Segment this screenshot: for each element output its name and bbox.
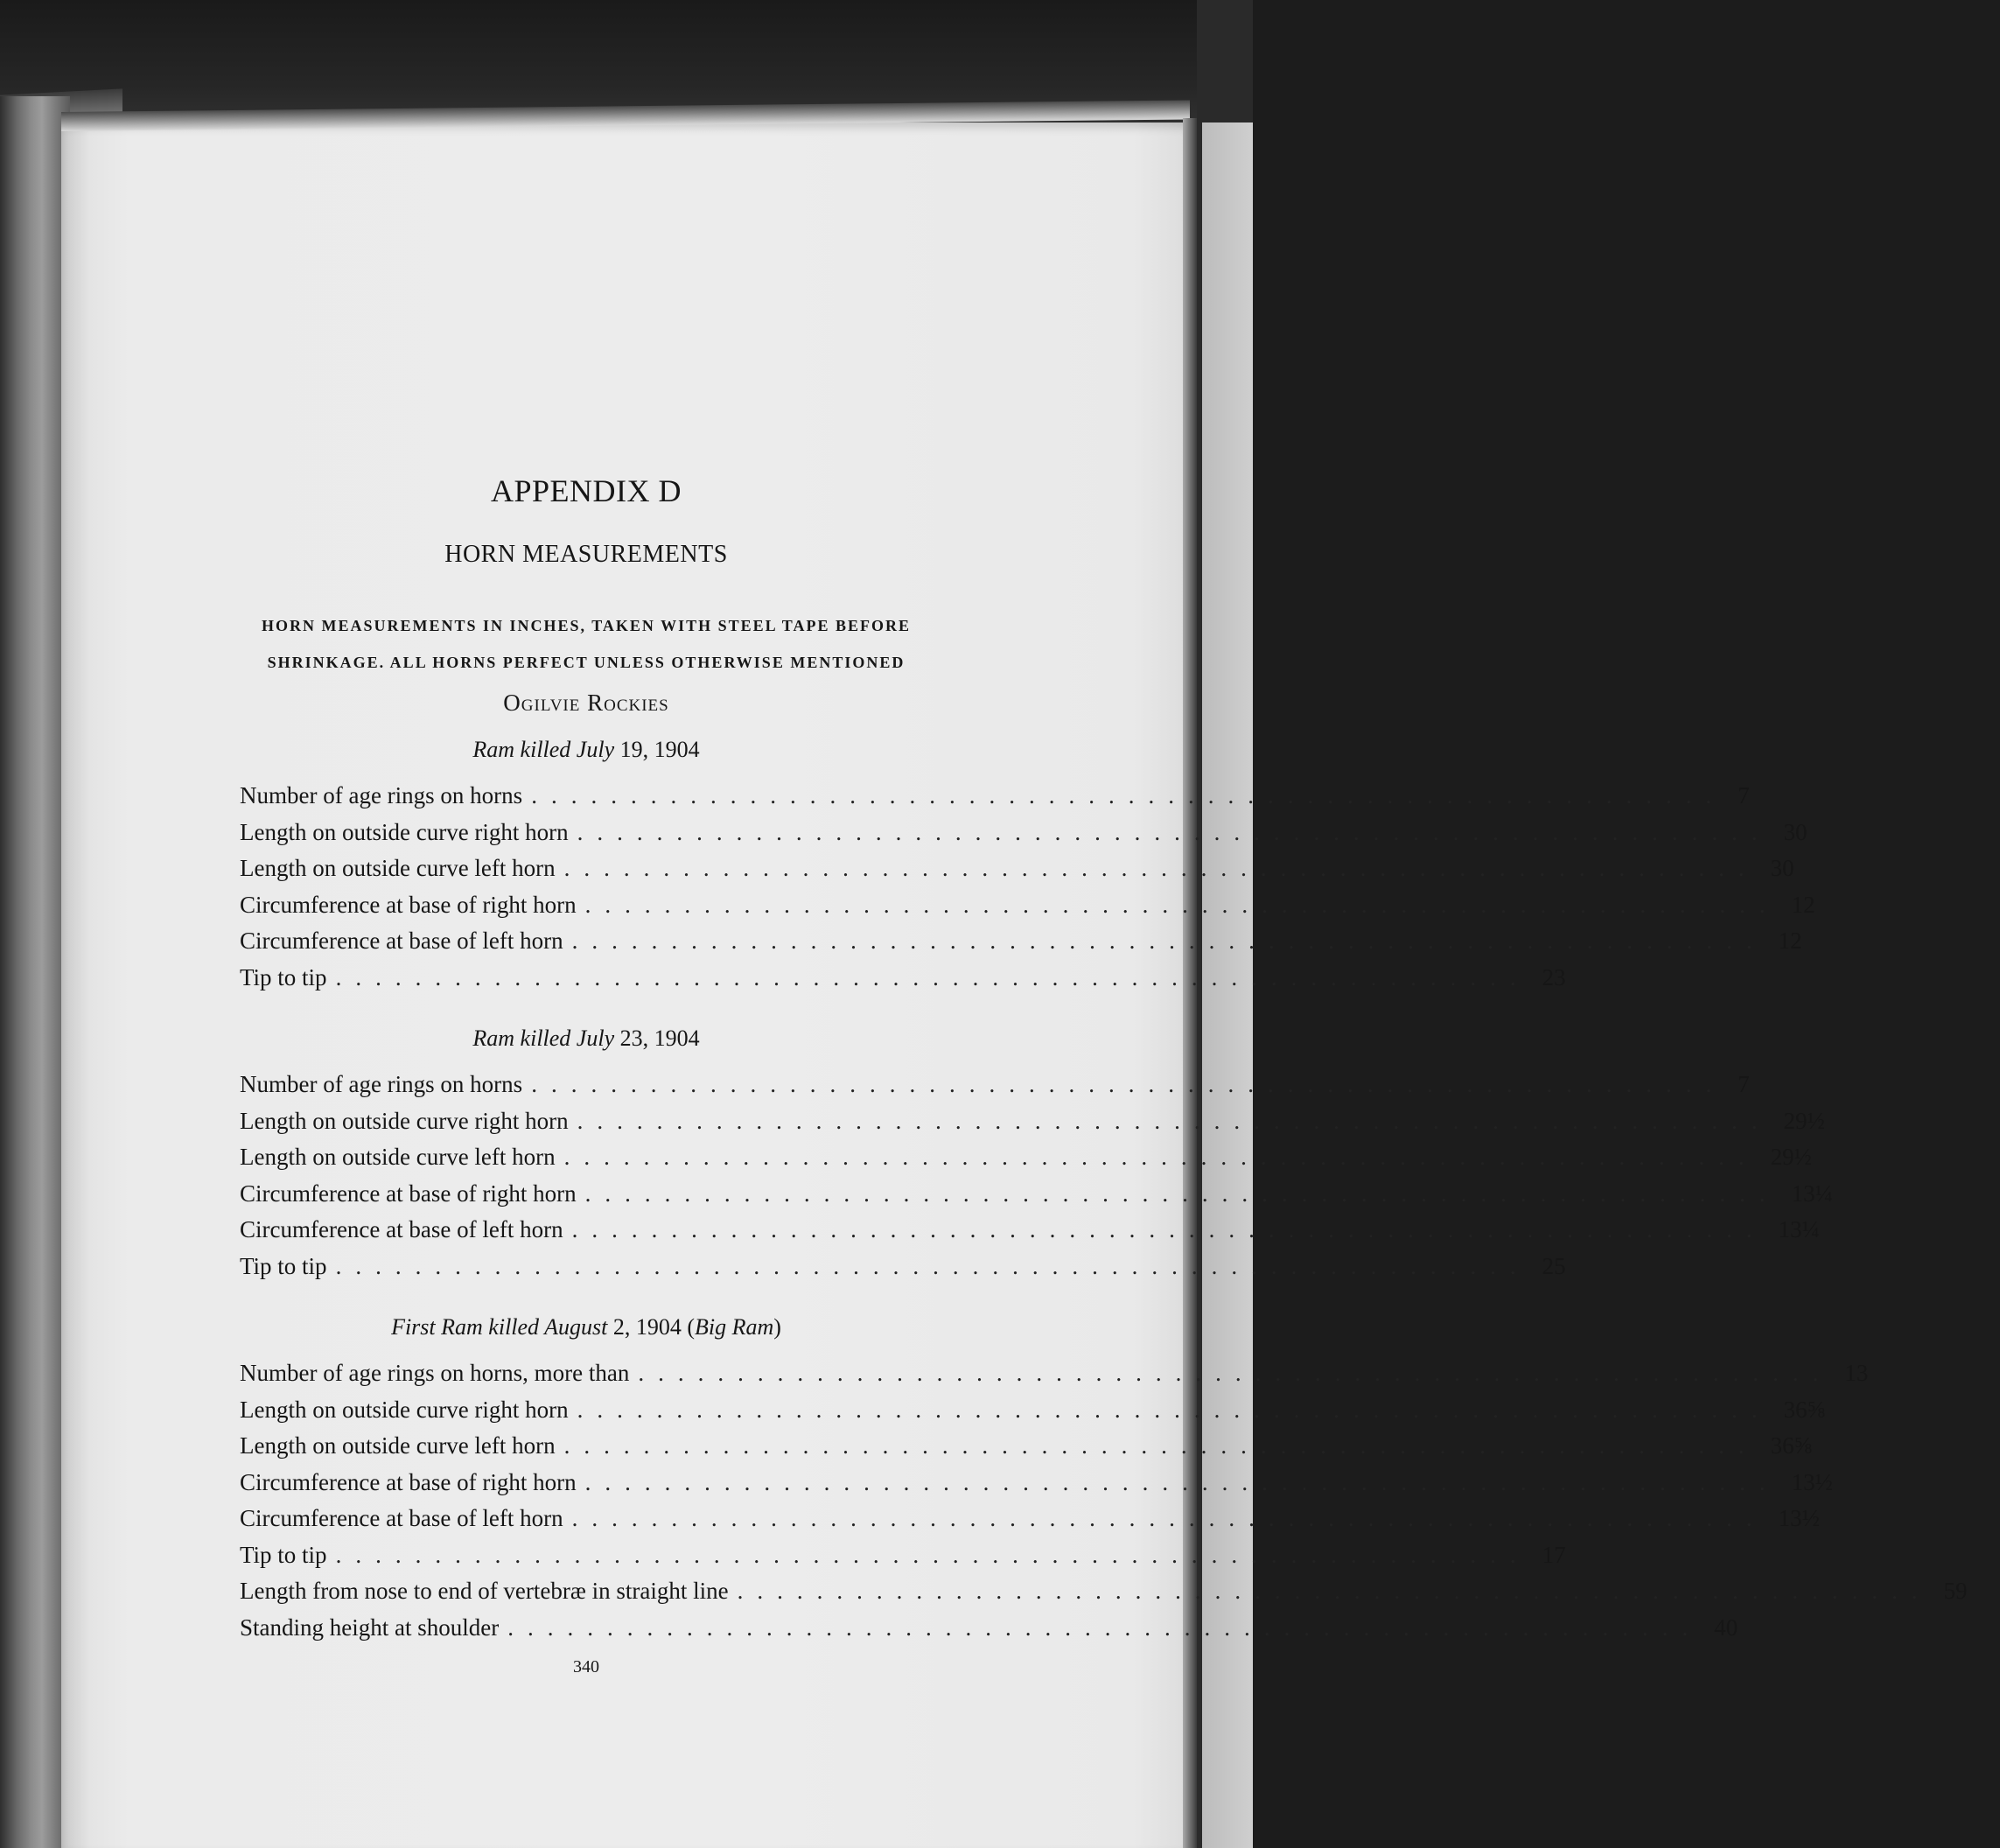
ram-heading-1-date: 19, 1904	[614, 737, 700, 762]
dot-leader: ............................................................	[531, 1071, 1726, 1097]
measurement-value: 7	[1738, 782, 1750, 808]
measurement-row	[240, 1614, 1738, 1651]
dot-leader: ............................................................	[571, 928, 1766, 954]
measurement-row	[240, 1578, 1968, 1614]
ram-heading-3-close: )	[773, 1314, 781, 1340]
dot-leader: ............................................................	[563, 1144, 1759, 1170]
measurement-row	[240, 891, 1815, 928]
measurement-row	[240, 818, 1808, 856]
intro-line-1: HORN MEASUREMENTS IN INCHES, TAKEN WITH STEEL TAPE BEFORE	[262, 617, 911, 634]
measurement-row	[240, 1432, 1812, 1469]
measurement-value: 40	[1714, 1614, 1738, 1641]
measurement-label: Tip to tip	[240, 1541, 327, 1568]
measurement-value: 25	[1542, 1252, 1566, 1279]
measurement-label: Number of age rings on horns	[240, 1071, 523, 1097]
measurement-table-2	[240, 1071, 1833, 1289]
measurement-label: Standing height at shoulder	[240, 1614, 500, 1641]
measurement-table-3	[240, 1360, 1968, 1650]
dot-leader: ............................................................	[584, 891, 1780, 918]
page-number: 340	[573, 1657, 599, 1676]
dot-leader: ............................................................	[335, 1541, 1530, 1568]
measurement-row	[240, 1396, 1825, 1433]
dot-leader: ............................................................	[571, 1505, 1766, 1531]
ram-heading-2-date: 23, 1904	[614, 1026, 700, 1051]
dot-leader: ............................................................	[577, 1396, 1772, 1423]
measurement-label: Tip to tip	[240, 963, 327, 990]
ram-heading-3-italic: First Ram killed August	[391, 1314, 608, 1340]
dot-leader: ............................................................	[335, 1252, 1530, 1279]
ram-heading-2-italic: Ram killed July	[472, 1026, 615, 1051]
measurement-row	[240, 1252, 1566, 1290]
measurement-value: 30	[1783, 818, 1808, 845]
measurement-value: 12	[1791, 891, 1815, 918]
measurement-label: Number of age rings on horns, more than	[240, 1360, 630, 1386]
dot-leader: ............................................................	[335, 963, 1530, 990]
measurement-value: 36⅝	[1770, 1432, 1812, 1459]
measurement-label: Circumference at base of right horn	[240, 1468, 577, 1495]
measurement-row	[240, 1468, 1833, 1506]
dot-leader: ............................................................	[737, 1578, 1932, 1604]
measurement-value: 13	[1844, 1360, 1869, 1386]
measurement-label: Circumference at base of left horn	[240, 1505, 563, 1531]
dot-leader: ............................................................	[577, 1107, 1772, 1134]
measurement-label: Tip to tip	[240, 1252, 327, 1279]
measurement-row	[240, 1180, 1833, 1217]
measurement-value: 13¼	[1778, 1216, 1820, 1242]
measurement-value: 29½	[1770, 1144, 1812, 1170]
measurement-value: 13¼	[1791, 1180, 1833, 1207]
section-title: HORN MEASUREMENTS	[444, 541, 728, 568]
dot-leader: ............................................................	[531, 782, 1726, 808]
intro-text	[236, 607, 936, 681]
measurement-value: 7	[1738, 1071, 1750, 1097]
measurement-value: 13½	[1791, 1468, 1833, 1495]
measurement-row	[240, 1216, 1820, 1253]
measurement-label: Length on outside curve right horn	[240, 1107, 569, 1134]
measurement-row	[240, 1107, 1825, 1144]
measurement-row	[240, 1541, 1566, 1578]
measurement-label: Circumference at base of left horn	[240, 1216, 563, 1242]
measurement-row	[240, 1505, 1820, 1542]
measurement-value: 29½	[1783, 1107, 1825, 1134]
appendix-title: APPENDIX D	[490, 473, 682, 508]
measurement-value: 30	[1770, 855, 1794, 881]
ram-heading-3-date: 2, 1904 (	[607, 1314, 695, 1340]
measurement-label: Length on outside curve left horn	[240, 855, 556, 881]
measurement-value: 23	[1542, 963, 1566, 990]
measurement-row	[240, 1360, 1869, 1396]
ram-heading-1	[236, 737, 936, 763]
dot-leader: ............................................................	[507, 1614, 1703, 1641]
measurement-label: Length on outside curve left horn	[240, 1432, 556, 1459]
ram-heading-1-italic: Ram killed July	[472, 737, 615, 762]
ram-heading-2	[236, 1026, 936, 1052]
measurement-value: 59	[1943, 1578, 1968, 1604]
measurement-label: Number of age rings on horns	[240, 782, 523, 808]
measurement-label: Length on outside curve left horn	[240, 1144, 556, 1170]
measurement-table-1	[240, 782, 1815, 1000]
measurement-label: Length on outside curve right horn	[240, 818, 569, 845]
measurement-row	[240, 963, 1566, 1001]
dot-leader: ............................................................	[577, 818, 1772, 845]
measurement-row	[240, 928, 1802, 964]
intro-line-2: SHRINKAGE. ALL HORNS PERFECT UNLESS OTHERWISE MENTIONED	[267, 654, 906, 671]
measurement-label: Length from nose to end of vertebræ in straight line	[240, 1578, 729, 1604]
measurement-row	[240, 782, 1750, 819]
measurement-label: Circumference at base of right horn	[240, 891, 577, 918]
dot-leader: ............................................................	[563, 1432, 1759, 1459]
measurement-label: Circumference at base of left horn	[240, 928, 563, 954]
measurement-value: 17	[1542, 1541, 1566, 1568]
measurement-value: 13½	[1778, 1505, 1820, 1531]
dot-leader: ............................................................	[638, 1360, 1833, 1386]
measurement-row	[240, 1071, 1750, 1108]
measurement-value: 36⅝	[1783, 1396, 1825, 1423]
dot-leader: ............................................................	[584, 1180, 1780, 1207]
measurement-label: Circumference at base of right horn	[240, 1180, 577, 1207]
ram-heading-3	[236, 1314, 936, 1340]
dot-leader: ............................................................	[584, 1468, 1780, 1495]
ram-heading-3-note: Big Ram	[694, 1314, 774, 1340]
measurement-label: Length on outside curve right horn	[240, 1396, 569, 1423]
page-stack-edge	[0, 96, 70, 1848]
dot-leader: ............................................................	[571, 1216, 1766, 1242]
measurement-value: 12	[1778, 928, 1802, 954]
dot-leader: ............................................................	[563, 855, 1759, 881]
measurement-row	[240, 1144, 1812, 1180]
measurement-row	[240, 855, 1794, 892]
region-heading: Ogilvie Rockies	[503, 690, 669, 716]
